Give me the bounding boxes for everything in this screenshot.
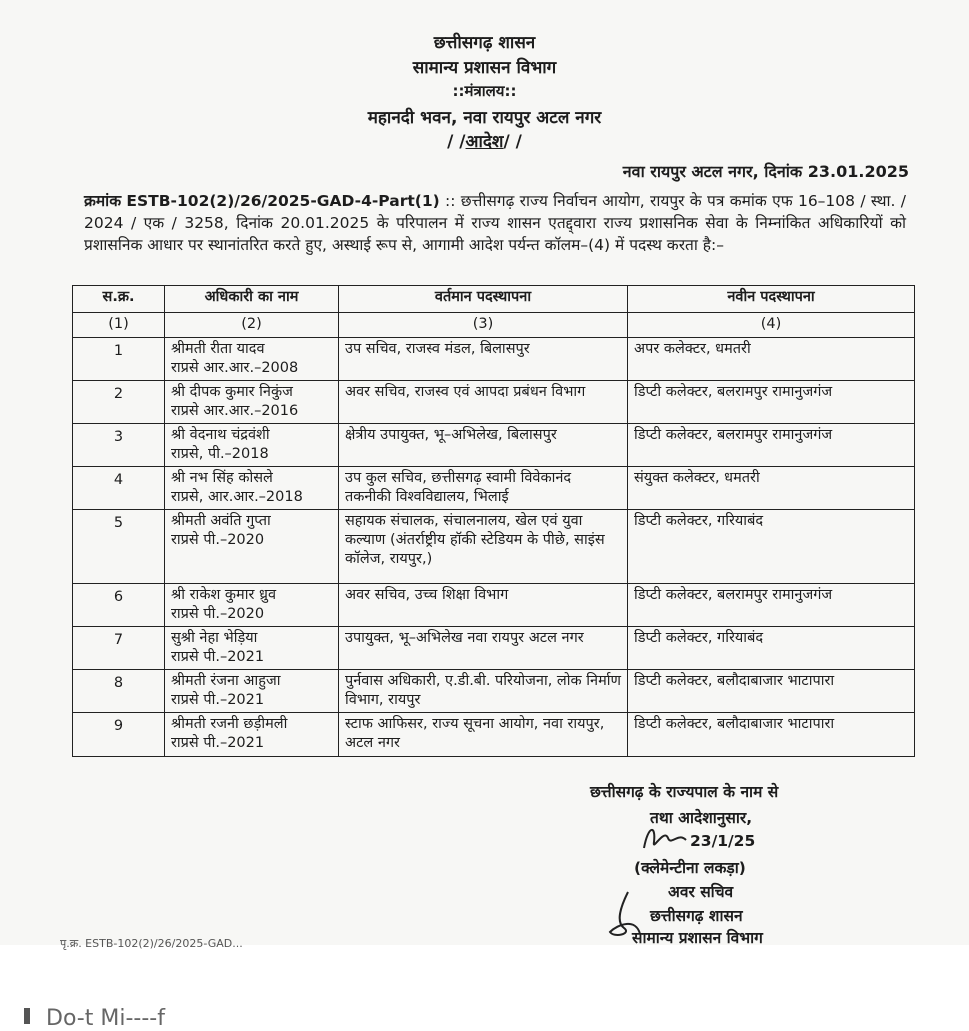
table-header-row bbox=[73, 286, 915, 313]
officer-cell bbox=[165, 670, 339, 713]
current-posting: क्षेत्रीय उपायुक्त, भू–अभिलेख, बिलासपुर bbox=[339, 424, 628, 467]
govt-title: छत्तीसगढ़ शासन bbox=[433, 33, 536, 53]
officer-cell bbox=[165, 713, 339, 757]
date-line: नवा रायपुर अटल नगर, दिनांक 23.01.2025 bbox=[622, 162, 909, 181]
officer-service: राप्रसे आर.आर.–2008 bbox=[171, 360, 299, 376]
current-posting: सहायक संचालक, संचालनालय, खेल एवं युवा कल्याण (अंतर्राष्ट्रीय हॉकी स्टेडियम के पीछे, साइंस कॉलेज, रायपुर,) bbox=[339, 510, 628, 584]
officer-service: राप्रसे, आर.आर.–2018 bbox=[171, 489, 303, 505]
new-posting: डिप्टी कलेक्टर, बलरामपुर रामानुजगंज bbox=[628, 424, 915, 467]
new-posting: डिप्टी कलेक्टर, गरियाबंद bbox=[628, 627, 915, 670]
officer-name: श्रीमती अवंति गुप्ता bbox=[171, 513, 271, 529]
ministry-label: ::मंत्रालय:: bbox=[452, 82, 517, 100]
new-posting: डिप्टी कलेक्टर, गरियाबंद bbox=[628, 510, 915, 584]
table-row bbox=[73, 338, 915, 381]
table-row bbox=[73, 584, 915, 627]
serial-number: 7 bbox=[73, 627, 165, 670]
serial-number: 1 bbox=[73, 338, 165, 381]
col-header-new: नवीन पदस्थापना bbox=[628, 286, 915, 313]
table-row bbox=[73, 467, 915, 510]
reference-number: ESTB-102(2)/26/2025-GAD-4-Part(1) bbox=[126, 192, 440, 210]
officer-name: सुश्री नेहा भेड़िया bbox=[171, 630, 258, 646]
order-heading bbox=[0, 129, 969, 152]
order-title: आदेश bbox=[465, 132, 504, 152]
officer-service: राप्रसे पी.–2021 bbox=[171, 649, 265, 665]
governor-order-line: छत्तीसगढ़ के राज्यपाल के नाम से bbox=[590, 783, 779, 801]
col-number: (3) bbox=[339, 313, 628, 338]
current-posting: उपायुक्त, भू–अभिलेख नवा रायपुर अटल नगर bbox=[339, 627, 628, 670]
signatory-name: (क्लेमेन्टीना लकड़ा) bbox=[634, 859, 746, 877]
bottom-cut-text: Do-t Mi----f bbox=[46, 1006, 165, 1031]
current-posting: उप कुल सचिव, छत्तीसगढ़ स्वामी विवेकानंद तकनीकी विश्वविद्यालय, भिलाई bbox=[339, 467, 628, 510]
column-number-row bbox=[73, 313, 915, 338]
signature-date: 23/1/25 bbox=[690, 832, 756, 850]
transfer-table bbox=[72, 285, 915, 757]
table-row bbox=[73, 670, 915, 713]
new-posting: डिप्टी कलेक्टर, बलरामपुर रामानुजगंज bbox=[628, 381, 915, 424]
officer-name: श्री वेदनाथ चंद्रवंशी bbox=[171, 427, 270, 443]
body-text: :: छत्तीसगढ़ राज्य निर्वाचन आयोग, रायपुर के पत्र कमांक एफ 16–108 / स्था. / 2024 / एक / 3258, दिनांक 20.01.2025 के परिपालन में राज्य शासन एतद्द्वारा राज्य प्रशासनिक सेवा के निम्नांकित अधिकारियों को प्रशासनिक आधार पर स्थानांतरित करते हुए, अस्थाई रूप से, आगामी आदेश पर्यन्त कॉलम–(4) में पदस्थ करता है:– bbox=[84, 192, 906, 254]
signatory-govt: छत्तीसगढ़ शासन bbox=[650, 907, 743, 925]
new-posting: संयुक्त कलेक्टर, धमतरी bbox=[628, 467, 915, 510]
officer-cell bbox=[165, 338, 339, 381]
department-title: सामान्य प्रशासन विभाग bbox=[412, 58, 557, 78]
col-number: (4) bbox=[628, 313, 915, 338]
serial-number: 2 bbox=[73, 381, 165, 424]
serial-number: 8 bbox=[73, 670, 165, 713]
officer-cell bbox=[165, 424, 339, 467]
current-posting: पुर्नवास अधिकारी, ए.डी.बी. परियोजना, लोक निर्माण विभाग, रायपुर bbox=[339, 670, 628, 713]
col-header-current: वर्तमान पदस्थापना bbox=[339, 286, 628, 313]
new-posting: डिप्टी कलेक्टर, बलरामपुर रामानुजगंज bbox=[628, 584, 915, 627]
officer-service: राप्रसे पी.–2021 bbox=[171, 692, 265, 708]
table-row bbox=[73, 713, 915, 757]
officer-name: श्रीमती रजनी छड़ीमली bbox=[171, 716, 288, 732]
current-posting: अवर सचिव, राजस्व एवं आपदा प्रबंधन विभाग bbox=[339, 381, 628, 424]
serial-number: 5 bbox=[73, 510, 165, 584]
officer-cell bbox=[165, 627, 339, 670]
col-header-name: अधिकारी का नाम bbox=[165, 286, 339, 313]
new-posting: डिप्टी कलेक्टर, बलौदाबाजार भाटापारा bbox=[628, 670, 915, 713]
bottom-bar-marker bbox=[24, 1008, 30, 1024]
table-row bbox=[73, 424, 915, 467]
address-line: महानदी भवन, नवा रायपुर अटल नगर bbox=[367, 108, 602, 128]
as-ordered-line: तथा आदेशानुसार, bbox=[650, 809, 753, 827]
order-suffix: / / bbox=[503, 132, 522, 152]
officer-cell bbox=[165, 381, 339, 424]
ref-label: क्रमांक bbox=[84, 192, 122, 210]
current-posting: स्टाफ आफिसर, राज्य सूचना आयोग, नवा रायपुर, अटल नगर bbox=[339, 713, 628, 757]
table-row bbox=[73, 381, 915, 424]
officer-cell bbox=[165, 510, 339, 584]
signatory-designation: अवर सचिव bbox=[668, 883, 734, 901]
officer-service: राप्रसे पी.–2021 bbox=[171, 735, 265, 751]
officer-name: श्रीमती रंजना आहुजा bbox=[171, 673, 281, 689]
serial-number: 3 bbox=[73, 424, 165, 467]
new-posting: डिप्टी कलेक्टर, बलौदाबाजार भाटापारा bbox=[628, 713, 915, 757]
officer-name: श्रीमती रीता यादव bbox=[171, 341, 265, 357]
officer-name: श्री राकेश कुमार ध्रुव bbox=[171, 587, 277, 603]
officer-service: राप्रसे, पी.–2018 bbox=[171, 446, 269, 462]
col-number: (2) bbox=[165, 313, 339, 338]
officer-service: राप्रसे आर.आर.–2016 bbox=[171, 403, 299, 419]
officer-service: राप्रसे पी.–2020 bbox=[171, 532, 265, 548]
col-header-sn: स.क्र. bbox=[73, 286, 165, 313]
current-posting: अवर सचिव, उच्च शिक्षा विभाग bbox=[339, 584, 628, 627]
table-row bbox=[73, 627, 915, 670]
officer-cell bbox=[165, 584, 339, 627]
officer-name: श्री नभ सिंह कोसले bbox=[171, 470, 273, 486]
officer-name: श्री दीपक कुमार निकुंज bbox=[171, 384, 293, 400]
footer-reference-cut: पृ.क्र. ESTB-102(2)/26/2025-GAD... bbox=[60, 937, 243, 950]
order-prefix: / / bbox=[447, 132, 466, 152]
current-posting: उप सचिव, राजस्व मंडल, बिलासपुर bbox=[339, 338, 628, 381]
signatory-department: सामान्य प्रशासन विभाग bbox=[632, 929, 763, 947]
serial-number: 4 bbox=[73, 467, 165, 510]
signature-scribble bbox=[638, 818, 696, 858]
order-body bbox=[84, 190, 906, 256]
serial-number: 9 bbox=[73, 713, 165, 757]
serial-number: 6 bbox=[73, 584, 165, 627]
officer-cell bbox=[165, 467, 339, 510]
table-row bbox=[73, 510, 915, 584]
col-number: (1) bbox=[73, 313, 165, 338]
officer-service: राप्रसे पी.–2020 bbox=[171, 606, 265, 622]
new-posting: अपर कलेक्टर, धमतरी bbox=[628, 338, 915, 381]
